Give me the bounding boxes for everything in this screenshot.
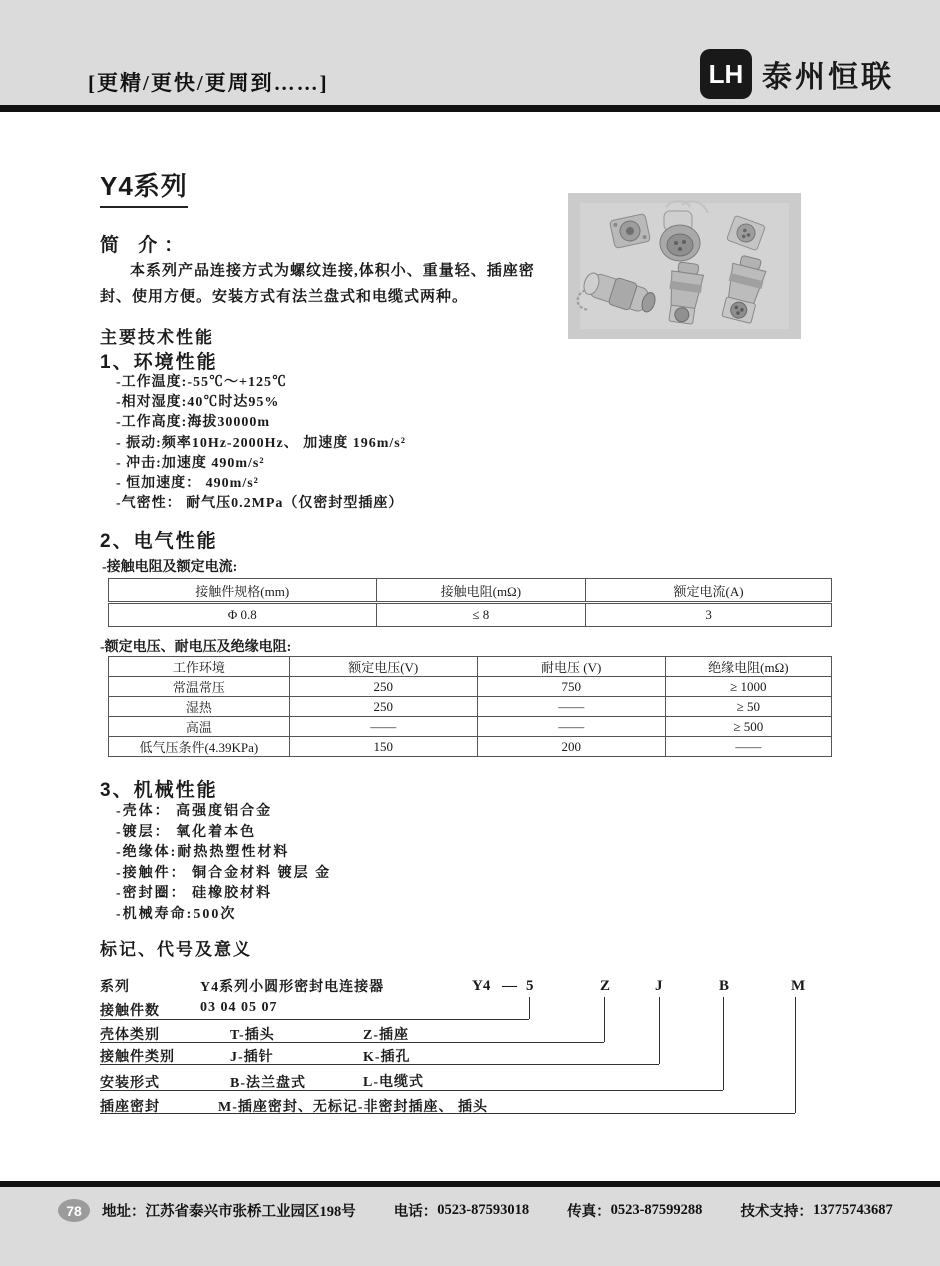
- env-spec-item: - 冲击:加速度 490m/s²: [116, 455, 265, 471]
- diagram-row-value: T-插头: [230, 1028, 275, 1043]
- part-number-diagram: [100, 972, 820, 1122]
- diagram-row-value: Z-插座: [363, 1028, 409, 1043]
- column-header: 接触件规格(mm): [109, 579, 377, 603]
- table-cell: ≥ 500: [665, 717, 831, 737]
- footer-contact-row: [58, 1199, 893, 1222]
- code-series: Y4: [472, 978, 491, 994]
- mech-spec-item: -壳体： 高强度铝合金: [116, 804, 273, 819]
- mech-spec-item: -镀层： 氧化着本色: [116, 824, 257, 840]
- table-row: [109, 737, 832, 757]
- diagram-row-label: 接触件数: [100, 1004, 160, 1019]
- diagram-row-value: L-电缆式: [363, 1075, 424, 1090]
- phone-label: 电话：: [393, 1204, 438, 1220]
- table-cell: ——: [289, 717, 477, 737]
- diagram-line: [100, 1042, 604, 1043]
- diagram-row-value: K-插孔: [363, 1050, 411, 1065]
- page-number-badge: 78: [58, 1199, 90, 1222]
- column-header: 额定电流(A): [586, 579, 832, 603]
- table-cell: 3: [586, 603, 832, 627]
- code-contact-count: 5: [526, 978, 534, 994]
- env-spec-item: - 振动:频率10Hz-2000Hz、 加速度 196m/s²: [116, 435, 406, 451]
- contact-resistance-table: [108, 578, 832, 627]
- table-cell: Φ 0.8: [109, 603, 377, 627]
- fax-value: 0523-87599288: [610, 1202, 703, 1218]
- diagram-row-value: M-插座密封、无标记-非密封插座、 插头: [218, 1100, 489, 1115]
- support-value: 13775743687: [812, 1202, 893, 1218]
- product-photo: [568, 193, 801, 339]
- company-logo: [700, 49, 894, 99]
- env-spec-item: -相对湿度:40℃时达95%: [116, 395, 280, 411]
- phone-value: 0523-87593018: [437, 1202, 530, 1218]
- diagram-connector: [723, 997, 724, 1090]
- voltage-table-label: -额定电压、耐电压及绝缘电阻:: [100, 640, 292, 655]
- elec-section-heading: 2、电气性能: [100, 531, 218, 552]
- diagram-row-value: Y4系列小圆形密封电连接器: [200, 980, 385, 995]
- column-header: 接触电阻(mΩ): [376, 579, 586, 603]
- env-spec-list: [116, 373, 406, 514]
- env-section-heading: 1、环境性能: [100, 352, 218, 373]
- table-cell: ——: [665, 737, 831, 757]
- env-spec-item: - 恒加速度： 490m/s²: [116, 475, 259, 491]
- table-cell: ——: [477, 697, 665, 717]
- table-cell: ——: [477, 717, 665, 737]
- tech-section-heading: 主要技术性能: [100, 328, 214, 347]
- table-cell: 低气压条件(4.39KPa): [109, 737, 290, 757]
- code-shell-type: Z: [600, 978, 611, 994]
- intro-heading: 简 介：: [100, 235, 191, 256]
- env-spec-item: -气密性： 耐气压0.2MPa（仅密封型插座）: [116, 496, 404, 512]
- diagram-connector: [659, 997, 660, 1064]
- diagram-connector: [529, 997, 530, 1019]
- table-cell: ≤ 8: [376, 603, 586, 627]
- marking-section-heading: 标记、代号及意义: [100, 940, 252, 959]
- header-divider: [0, 105, 940, 112]
- table-row: [109, 697, 832, 717]
- voltage-insulation-table: [108, 656, 832, 757]
- contact-resistance-table-label: -接触电阻及额定电流:: [102, 560, 238, 575]
- mech-spec-item: -密封圈： 硅橡胶材料: [116, 886, 273, 901]
- column-header: 额定电压(V): [289, 657, 477, 677]
- mech-section-heading: 3、机械性能: [100, 780, 218, 801]
- column-header: 绝缘电阻(mΩ): [665, 657, 831, 677]
- diagram-row-value: 03 04 05 07: [200, 1000, 278, 1015]
- mech-spec-list: [116, 802, 331, 925]
- code-mount-type: B: [719, 978, 730, 994]
- table-row: [109, 677, 832, 697]
- diagram-row-value: J-插针: [230, 1050, 274, 1065]
- diagram-line: [100, 1064, 659, 1065]
- diagram-connector: [795, 997, 796, 1113]
- diagram-line: [100, 1019, 529, 1020]
- header-band: [0, 0, 940, 105]
- column-header: 工作环境: [109, 657, 290, 677]
- table-row: [109, 717, 832, 737]
- env-spec-item: -工作温度:-55℃～+125℃: [116, 375, 287, 390]
- table-cell: 150: [289, 737, 477, 757]
- table-cell: 高温: [109, 717, 290, 737]
- env-spec-item: -工作高度:海拔30000m: [116, 415, 270, 431]
- diagram-row-label: 安装形式: [100, 1076, 160, 1091]
- table-cell: 200: [477, 737, 665, 757]
- slogan-text: [更精/更快/更周到……]: [88, 71, 329, 95]
- mech-spec-item: -接触件： 铜合金材料 镀层 金: [116, 865, 332, 881]
- connectors-photo-illustration: [568, 193, 801, 339]
- footer-band: [0, 1187, 940, 1266]
- page-title: Y4系列: [100, 166, 188, 208]
- code-dash: —: [502, 978, 517, 994]
- table-cell: 常温常压: [109, 677, 290, 697]
- table-row: [109, 603, 832, 627]
- mech-spec-item: -绝缘体:耐热热塑性材料: [116, 845, 290, 860]
- code-seal-type: M: [791, 978, 806, 994]
- diagram-row-label: 系列: [100, 980, 130, 995]
- intro-paragraph: 本系列产品连接方式为螺纹连接,体积小、重量轻、插座密封、使用方便。安装方式有法兰盘式和电缆式两种。: [100, 263, 535, 306]
- diagram-connector: [604, 997, 605, 1042]
- mech-spec-item: -机械寿命:500次: [116, 906, 237, 922]
- table-cell: 750: [477, 677, 665, 697]
- address-value: 江苏省泰兴市张桥工业园区198号: [145, 1204, 356, 1220]
- code-contact-type: J: [655, 978, 663, 994]
- diagram-row-value: B-法兰盘式: [230, 1076, 306, 1091]
- table-cell: 250: [289, 677, 477, 697]
- address-label: 地址：: [102, 1204, 146, 1220]
- table-cell: 湿热: [109, 697, 290, 717]
- company-name: 泰州恒联: [762, 61, 894, 94]
- diagram-line: [100, 1090, 723, 1091]
- fax-label: 传真：: [567, 1204, 611, 1220]
- table-cell: ≥ 50: [665, 697, 831, 717]
- table-cell: ≥ 1000: [665, 677, 831, 697]
- column-header: 耐电压 (V): [477, 657, 665, 677]
- diagram-row-label: 壳体类别: [100, 1028, 160, 1043]
- support-label: 技术支持：: [740, 1204, 813, 1220]
- logo-lh-icon: LH: [700, 49, 752, 99]
- diagram-row-label: 接触件类别: [100, 1050, 175, 1065]
- table-cell: 250: [289, 697, 477, 717]
- diagram-row-label: 插座密封: [100, 1100, 160, 1115]
- diagram-line: [100, 1113, 795, 1114]
